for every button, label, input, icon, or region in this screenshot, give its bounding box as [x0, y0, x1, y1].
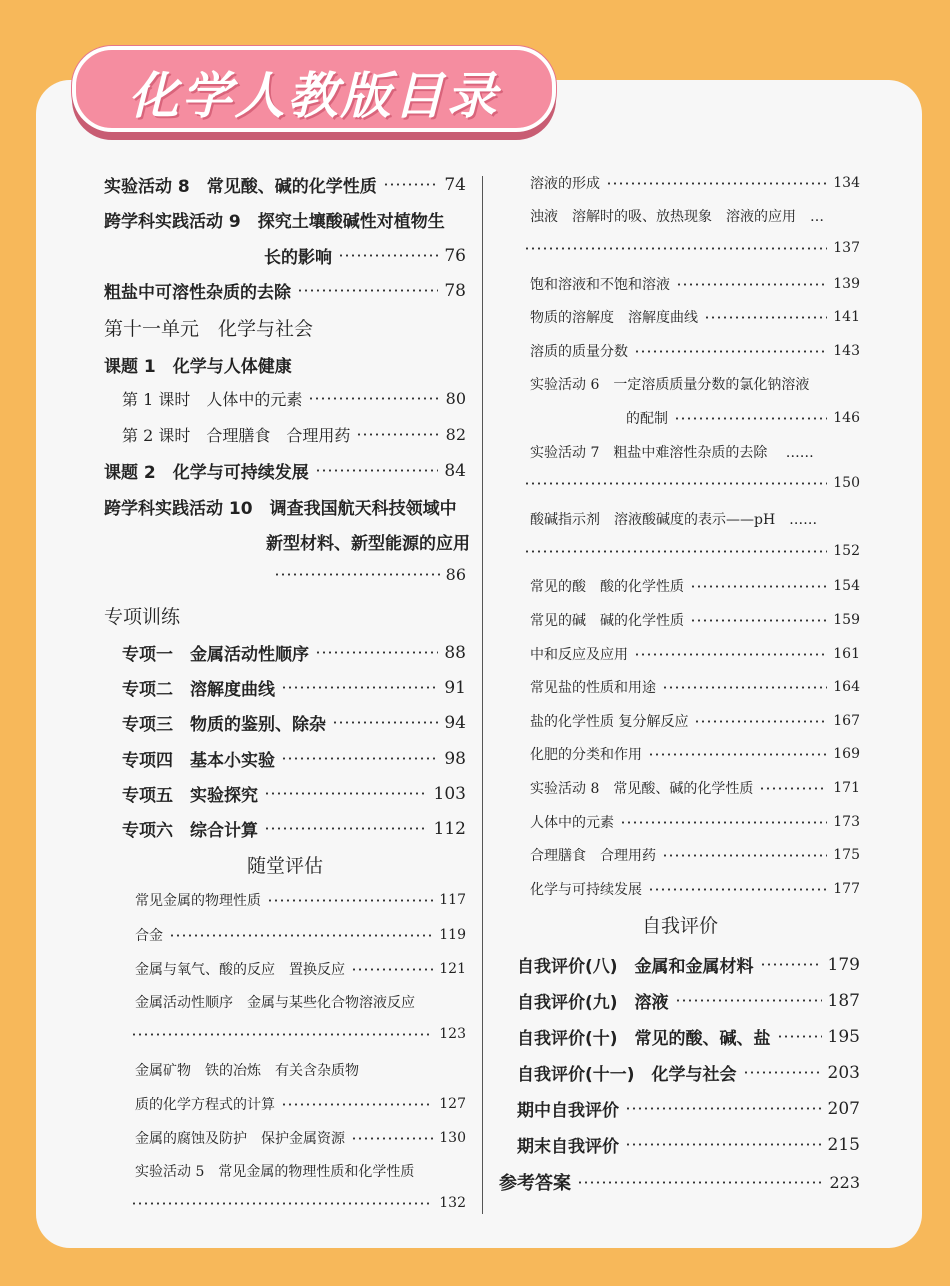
leader-dots	[777, 1035, 822, 1038]
section-heading: 自我评价	[641, 915, 718, 937]
toc-entry[interactable]: 合金 119	[135, 927, 466, 944]
leader-dots	[315, 469, 439, 472]
toc-entry[interactable]: 跨学科实践活动 9 探究土壤酸碱性对植物生	[104, 212, 445, 232]
leader-dots	[648, 753, 827, 756]
toc-entry[interactable]: 专项四 基本小实验 98	[122, 748, 466, 771]
toc-entry[interactable]: 常见的碱 碱的化学性质 159	[530, 612, 860, 629]
toc-entry[interactable]: 123	[131, 1026, 466, 1042]
toc-entry[interactable]: 溶液的形成 134	[530, 175, 860, 192]
toc-entry[interactable]: 专项三 物质的鉴别、除杂 94	[122, 712, 466, 735]
toc-entry[interactable]: 浊液 溶解时的吸、放热现象 溶液的应用 …	[530, 209, 824, 225]
toc-entry[interactable]: 自我评价(八) 金属和金属材料 179	[517, 954, 860, 977]
leader-dots	[524, 550, 827, 553]
leader-dots	[690, 619, 827, 622]
toc-entry[interactable]: 实验活动 8 常见酸、碱的化学性质 171	[530, 780, 860, 797]
leader-dots	[662, 854, 827, 857]
toc-entry[interactable]: 人体中的元素 173	[530, 814, 860, 831]
leader-dots	[625, 1143, 822, 1146]
leader-dots	[648, 888, 827, 891]
toc-entry[interactable]: 150	[524, 475, 860, 491]
toc-entry[interactable]: 132	[131, 1195, 466, 1211]
toc-entry[interactable]: 合理膳食 合理用药 175	[530, 847, 860, 864]
toc-entry[interactable]: 第 2 课时 合理膳食 合理用药 82	[122, 425, 466, 445]
leader-dots	[281, 757, 438, 760]
leader-dots	[606, 182, 827, 185]
leader-dots	[274, 573, 440, 576]
toc-entry[interactable]: 期末自我评价 215	[517, 1134, 860, 1157]
leader-dots	[264, 827, 428, 830]
leader-dots	[131, 1033, 433, 1036]
section-heading: 随堂评估	[246, 855, 323, 877]
toc-entry[interactable]: 化肥的分类和作用 169	[530, 746, 860, 763]
toc-entry[interactable]: 金属的腐蚀及防护 保护金属资源 130	[135, 1130, 466, 1147]
toc-entry[interactable]: 质的化学方程式的计算 127	[135, 1096, 466, 1113]
leader-dots	[743, 1071, 822, 1074]
leader-dots	[297, 289, 438, 292]
leader-dots	[351, 968, 433, 971]
toc-entry[interactable]: 实验活动 6 一定溶质质量分数的氯化钠溶液	[530, 377, 810, 393]
leader-dots	[620, 821, 827, 824]
toc-entry[interactable]: 期中自我评价 207	[517, 1098, 860, 1121]
page-title: 化学人教版目录	[128, 67, 500, 125]
toc-entry[interactable]: 饱和溶液和不饱和溶液 139	[530, 276, 860, 293]
leader-dots	[131, 1202, 433, 1205]
leader-dots	[281, 686, 438, 689]
toc-entry[interactable]: 自我评价(十一) 化学与社会 203	[517, 1062, 860, 1085]
toc-entry[interactable]: 课题 2 化学与可持续发展 84	[104, 460, 466, 483]
toc-entry[interactable]: 152	[524, 543, 860, 559]
leader-dots	[315, 651, 438, 654]
toc-entry[interactable]: 金属矿物 铁的冶炼 有关含杂质物	[135, 1063, 359, 1079]
toc-entry[interactable]: 实验活动 7 粗盐中难溶性杂质的去除 ……	[530, 445, 814, 461]
toc-entry[interactable]: 参考答案 223	[499, 1172, 860, 1194]
toc-entry[interactable]: 专项二 溶解度曲线 91	[122, 677, 466, 700]
leader-dots	[634, 653, 827, 656]
toc-entry[interactable]: 专项一 金属活动性顺序 88	[122, 642, 466, 665]
toc-entry[interactable]: 化学与可持续发展 177	[530, 881, 860, 898]
leader-dots	[281, 1103, 433, 1106]
leader-dots	[675, 999, 822, 1002]
toc-entry[interactable]: 长的影响 76	[264, 245, 466, 268]
leader-dots	[332, 721, 438, 724]
leader-dots	[577, 1181, 823, 1184]
leader-dots	[264, 792, 428, 795]
toc-entry[interactable]: 专项五 实验探究 103	[122, 783, 466, 806]
toc-entry[interactable]: 金属活动性顺序 金属与某些化合物溶液反应	[135, 995, 415, 1011]
toc-entry[interactable]: 盐的化学性质 复分解反应 167	[530, 713, 860, 730]
leader-dots	[704, 316, 827, 319]
toc-entry[interactable]: 金属与氧气、酸的反应 置换反应 121	[135, 961, 466, 978]
toc-entry[interactable]: 实验活动 8 常见酸、碱的化学性质 74	[104, 174, 466, 197]
leader-dots	[169, 934, 433, 937]
leader-dots	[356, 433, 439, 436]
toc-entry[interactable]: 专项六 综合计算 112	[122, 818, 466, 841]
leader-dots	[690, 585, 827, 588]
toc-entry[interactable]: 酸碱指示剂 溶液酸碱度的表示——pH ……	[530, 512, 818, 528]
leader-dots	[267, 899, 433, 902]
leader-dots	[351, 1137, 433, 1140]
leader-dots	[524, 247, 827, 250]
toc-entry[interactable]: 常见的酸 酸的化学性质 154	[530, 578, 860, 595]
leader-dots	[634, 350, 827, 353]
toc-entry[interactable]: 跨学科实践活动 10 调查我国航天科技领域中	[104, 499, 457, 519]
leader-dots	[760, 963, 822, 966]
leader-dots	[674, 417, 827, 420]
leader-dots	[662, 686, 827, 689]
leader-dots	[625, 1107, 822, 1110]
leader-dots	[676, 283, 827, 286]
title-banner	[72, 46, 556, 132]
toc-entry[interactable]: 第 1 课时 人体中的元素 80	[122, 389, 466, 409]
leader-dots	[383, 183, 439, 186]
toc-entry[interactable]: 86	[274, 565, 466, 584]
toc-entry[interactable]: 溶质的质量分数 143	[530, 343, 860, 360]
leader-dots	[694, 720, 827, 723]
toc-entry[interactable]: 粗盐中可溶性杂质的去除 78	[104, 280, 466, 303]
leader-dots	[338, 254, 438, 257]
leader-dots	[308, 397, 439, 400]
toc-entry[interactable]: 的配制 146	[626, 410, 860, 427]
column-divider	[482, 176, 483, 1214]
toc-entry[interactable]: 实验活动 5 常见金属的物理性质和化学性质	[135, 1164, 415, 1180]
toc-entry[interactable]: 物质的溶解度 溶解度曲线 141	[530, 309, 860, 326]
toc-entry[interactable]: 新型材料、新型能源的应用	[266, 534, 470, 554]
section-heading: 专项训练	[104, 606, 181, 628]
leader-dots	[524, 482, 827, 485]
toc-entry[interactable]: 自我评价(九) 溶液 187	[517, 990, 860, 1013]
toc-entry[interactable]: 常见盐的性质和用途 164	[530, 679, 860, 696]
toc-entry[interactable]: 中和反应及应用 161	[530, 646, 860, 663]
toc-entry[interactable]: 自我评价(十) 常见的酸、碱、盐 195	[517, 1026, 860, 1049]
toc-entry[interactable]: 常见金属的物理性质 117	[135, 892, 466, 909]
toc-entry[interactable]: 137	[524, 240, 860, 256]
leader-dots	[759, 787, 827, 790]
unit-heading: 第十一单元 化学与社会	[104, 318, 314, 340]
toc-entry[interactable]: 课题 1 化学与人体健康	[104, 357, 292, 377]
